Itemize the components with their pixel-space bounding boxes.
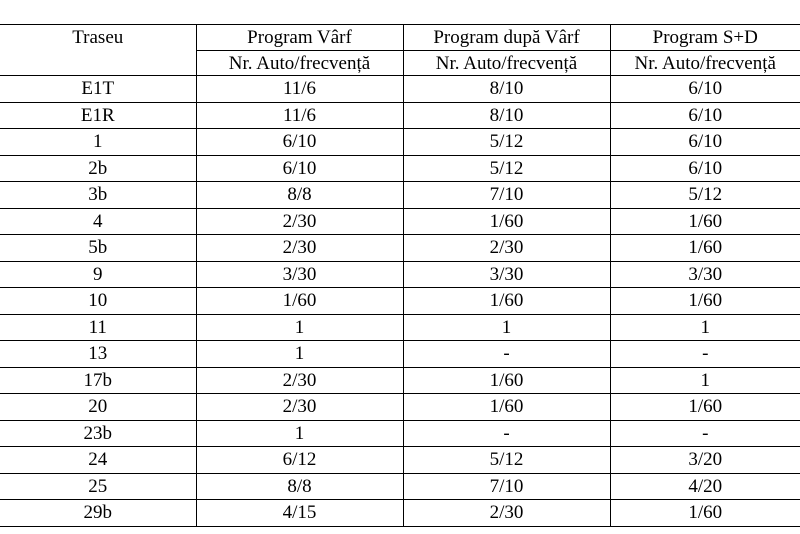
- after-peak-value-cell: 7/10: [403, 473, 610, 500]
- table-row: [0, 394, 800, 421]
- peak-value-cell: 8/8: [196, 182, 403, 209]
- weekend-value-cell: -: [610, 341, 800, 368]
- after-peak-value-cell: 3/30: [403, 261, 610, 288]
- table-subheader-row: [0, 51, 800, 76]
- route-cell: 17b: [0, 367, 196, 394]
- route-cell: 2b: [0, 155, 196, 182]
- after-peak-value-cell: 1/60: [403, 367, 610, 394]
- peak-value-cell: 8/8: [196, 473, 403, 500]
- weekend-value-cell: 1: [610, 314, 800, 341]
- peak-value-cell: 4/15: [196, 500, 403, 527]
- route-subheader-cell: [0, 51, 196, 76]
- route-cell: 10: [0, 288, 196, 315]
- route-cell: 11: [0, 314, 196, 341]
- table-row: [0, 367, 800, 394]
- route-cell: 1: [0, 129, 196, 156]
- after-peak-value-cell: 1/60: [403, 394, 610, 421]
- peak-value-cell: 1: [196, 341, 403, 368]
- route-cell: 20: [0, 394, 196, 421]
- table-row: [0, 288, 800, 315]
- after-peak-value-cell: 8/10: [403, 102, 610, 129]
- peak-value-cell: 1: [196, 314, 403, 341]
- peak-value-cell: 11/6: [196, 76, 403, 103]
- peak-value-cell: 2/30: [196, 208, 403, 235]
- weekend-value-cell: 1: [610, 367, 800, 394]
- peak-value-cell: 6/10: [196, 155, 403, 182]
- weekend-value-cell: 3/20: [610, 447, 800, 474]
- route-cell: E1R: [0, 102, 196, 129]
- weekend-value-cell: 1/60: [610, 394, 800, 421]
- table-row: [0, 500, 800, 527]
- peak-subheader: Nr. Auto/frecvență: [196, 51, 403, 76]
- after-peak-value-cell: 1: [403, 314, 610, 341]
- route-cell: 5b: [0, 235, 196, 262]
- after-peak-value-cell: -: [403, 341, 610, 368]
- table-row: [0, 155, 800, 182]
- table-row: [0, 314, 800, 341]
- weekend-value-cell: 1/60: [610, 288, 800, 315]
- weekend-value-cell: 6/10: [610, 155, 800, 182]
- route-cell: 24: [0, 447, 196, 474]
- after-peak-value-cell: 1/60: [403, 288, 610, 315]
- table-row: [0, 182, 800, 209]
- peak-value-cell: 2/30: [196, 367, 403, 394]
- table-row: [0, 261, 800, 288]
- table-row: [0, 76, 800, 103]
- peak-value-cell: 6/10: [196, 129, 403, 156]
- route-cell: E1T: [0, 76, 196, 103]
- table-row: [0, 102, 800, 129]
- after-peak-value-cell: 2/30: [403, 500, 610, 527]
- after-peak-value-cell: -: [403, 420, 610, 447]
- after-peak-value-cell: 7/10: [403, 182, 610, 209]
- peak-value-cell: 1: [196, 420, 403, 447]
- route-column-header: Traseu: [0, 25, 196, 51]
- route-cell: 4: [0, 208, 196, 235]
- after-peak-value-cell: 8/10: [403, 76, 610, 103]
- after-peak-subheader: Nr. Auto/frecvență: [403, 51, 610, 76]
- after-peak-value-cell: 5/12: [403, 129, 610, 156]
- after-peak-value-cell: 2/30: [403, 235, 610, 262]
- after-peak-value-cell: 1/60: [403, 208, 610, 235]
- route-cell: 9: [0, 261, 196, 288]
- peak-value-cell: 1/60: [196, 288, 403, 315]
- route-schedule-table: [0, 24, 800, 527]
- route-cell: 3b: [0, 182, 196, 209]
- after-peak-column-header: Program după Vârf: [403, 25, 610, 51]
- peak-value-cell: 11/6: [196, 102, 403, 129]
- peak-value-cell: 2/30: [196, 235, 403, 262]
- peak-value-cell: 6/12: [196, 447, 403, 474]
- weekend-value-cell: 3/30: [610, 261, 800, 288]
- weekend-value-cell: -: [610, 420, 800, 447]
- table-row: [0, 235, 800, 262]
- route-cell: 29b: [0, 500, 196, 527]
- table-row: [0, 473, 800, 500]
- weekend-value-cell: 1/60: [610, 500, 800, 527]
- table-row: [0, 447, 800, 474]
- weekend-subheader: Nr. Auto/frecvență: [610, 51, 800, 76]
- weekend-value-cell: 1/60: [610, 235, 800, 262]
- weekend-value-cell: 1/60: [610, 208, 800, 235]
- weekend-value-cell: 6/10: [610, 102, 800, 129]
- schedule-table-body: [0, 25, 800, 527]
- peak-value-cell: 2/30: [196, 394, 403, 421]
- weekend-column-header: Program S+D: [610, 25, 800, 51]
- route-cell: 23b: [0, 420, 196, 447]
- table-row: [0, 420, 800, 447]
- peak-value-cell: 3/30: [196, 261, 403, 288]
- after-peak-value-cell: 5/12: [403, 447, 610, 474]
- route-cell: 13: [0, 341, 196, 368]
- weekend-value-cell: 6/10: [610, 129, 800, 156]
- peak-column-header: Program Vârf: [196, 25, 403, 51]
- weekend-value-cell: 4/20: [610, 473, 800, 500]
- table-row: [0, 129, 800, 156]
- table-row: [0, 208, 800, 235]
- table-header-row: [0, 25, 800, 51]
- weekend-value-cell: 5/12: [610, 182, 800, 209]
- table-row: [0, 341, 800, 368]
- route-cell: 25: [0, 473, 196, 500]
- after-peak-value-cell: 5/12: [403, 155, 610, 182]
- weekend-value-cell: 6/10: [610, 76, 800, 103]
